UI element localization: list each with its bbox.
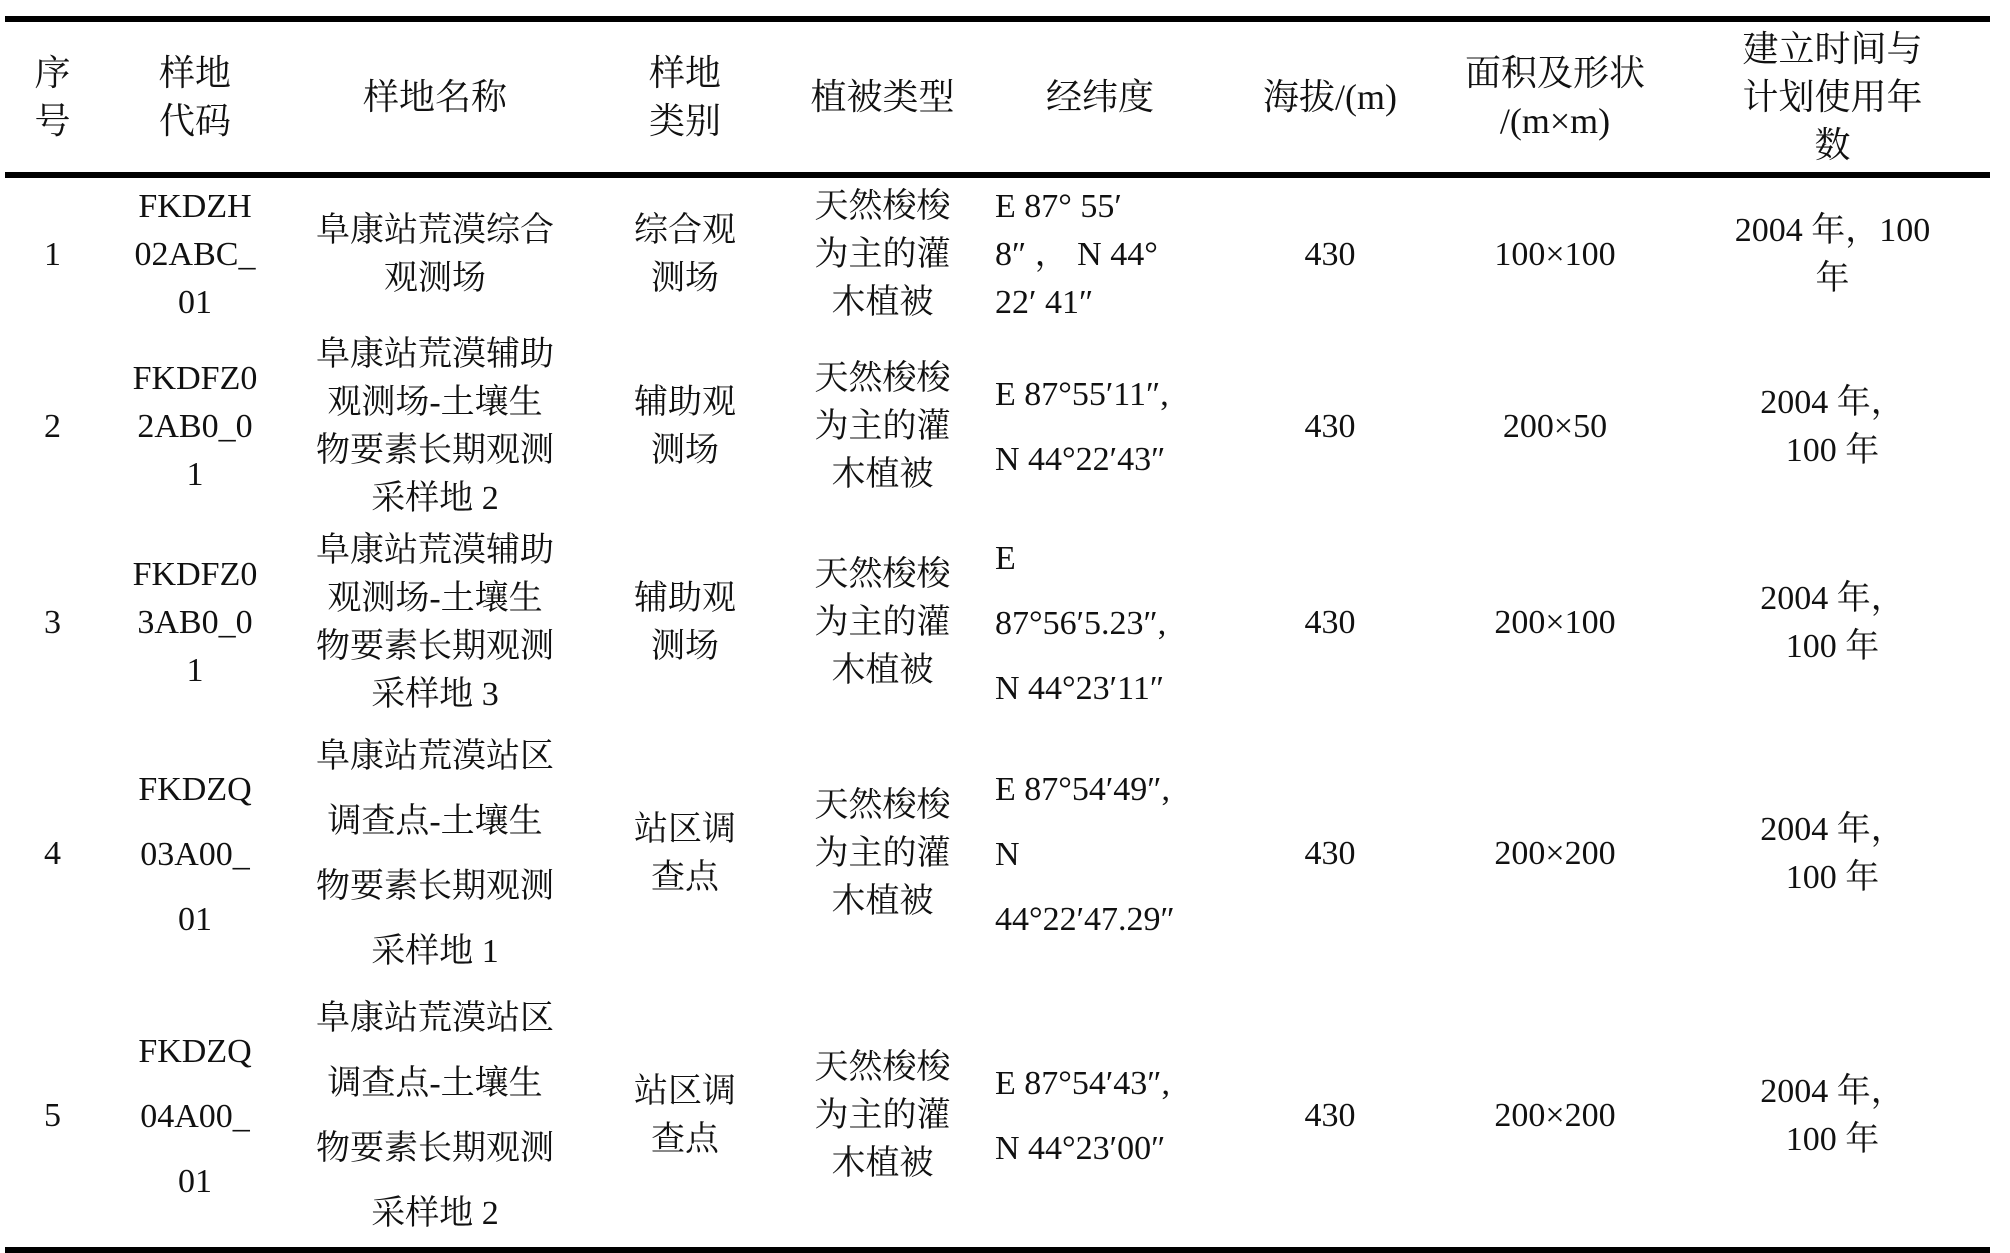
header-site-code: 样地 代码	[158, 53, 231, 141]
cell-index: 2	[44, 408, 61, 445]
cell-coordinates: E 87°54′43″, N 44°23′00″	[995, 1065, 1170, 1167]
cell-index: 4	[44, 835, 61, 872]
cell-altitude: 430	[1304, 235, 1356, 273]
cell-coordinates: E 87°55′11″, N 44°22′43″	[995, 376, 1169, 478]
table-row	[5, 331, 1990, 523]
cell-area-shape: 200×50	[1502, 408, 1608, 445]
header-site-category: 样地 类别	[648, 53, 721, 141]
cell-site-name: 阜康站荒漠辅助 观测场-土壤生 物要素长期观测 采样地 2	[316, 336, 554, 517]
header-area-shape: 面积及形状 /(m×m)	[1464, 53, 1645, 141]
cell-altitude: 430	[1304, 408, 1356, 445]
cell-altitude: 430	[1304, 604, 1356, 641]
cell-site-code: FKDZQ 04A00_ 01	[138, 1032, 252, 1200]
cell-site-name: 阜康站荒漠综合 观测场	[316, 211, 554, 297]
table-row	[5, 523, 1990, 723]
header-coordinates: 经纬度	[1045, 77, 1154, 117]
cell-site-code: FKDFZ0 3AB0_0 1	[132, 556, 258, 689]
cell-site-category: 辅助观 测场	[634, 580, 736, 665]
header-site-name: 样地名称	[362, 77, 507, 117]
header-vegetation-type: 植被类型	[810, 77, 955, 117]
header-established-years: 建立时间与 计划使用年 数	[1742, 29, 1923, 165]
cell-index: 5	[44, 1097, 61, 1134]
cell-site-name: 阜康站荒漠辅助 观测场-土壤生 物要素长期观测 采样地 3	[316, 532, 554, 713]
cell-established-years: 2004 年， 100 年	[1760, 384, 1905, 469]
cell-established-years: 2004 年， 100 年	[1760, 1073, 1905, 1158]
cell-altitude: 430	[1304, 835, 1356, 872]
cell-site-name: 阜康站荒漠站区 调查点-土壤生 物要素长期观测 采样地 1	[316, 738, 554, 970]
cell-vegetation-type: 天然梭梭 为主的灌 木植被	[814, 360, 951, 493]
cell-established-years: 2004 年， 100 年	[1760, 580, 1905, 665]
cell-site-code: FKDZQ 03A00_ 01	[138, 770, 252, 938]
site-table	[5, 16, 1990, 1253]
cell-site-category: 站区调 查点	[634, 1073, 736, 1158]
cell-index: 1	[44, 235, 61, 273]
cell-site-code: FKDFZ0 2AB0_0 1	[132, 360, 258, 493]
cell-vegetation-type: 天然梭梭 为主的灌 木植被	[814, 787, 951, 920]
header-altitude: 海拔/(m)	[1263, 77, 1397, 117]
cell-index: 3	[44, 604, 61, 641]
cell-area-shape: 200×200	[1494, 835, 1616, 872]
cell-vegetation-type: 天然梭梭 为主的灌 木植被	[814, 187, 951, 321]
cell-established-years: 2004 年，100 年	[1734, 211, 1931, 297]
cell-vegetation-type: 天然梭梭 为主的灌 木植被	[814, 1049, 951, 1182]
cell-site-category: 综合观 测场	[634, 211, 736, 297]
header-index: 序 号	[34, 53, 71, 141]
cell-established-years: 2004 年， 100 年	[1760, 811, 1905, 896]
cell-coordinates: E 87° 55′ 8″ ， N 44° 22′ 41″	[995, 187, 1158, 321]
table-header-row	[5, 22, 1990, 178]
cell-area-shape: 100×100	[1494, 235, 1616, 273]
cell-area-shape: 200×200	[1494, 1097, 1616, 1134]
table-row	[5, 985, 1990, 1247]
cell-vegetation-type: 天然梭梭 为主的灌 木植被	[814, 556, 951, 689]
cell-site-category: 辅助观 测场	[634, 384, 736, 469]
cell-site-name: 阜康站荒漠站区 调查点-土壤生 物要素长期观测 采样地 2	[316, 1000, 554, 1232]
cell-site-code: FKDZH 02ABC_ 01	[134, 187, 256, 321]
table-row	[5, 723, 1990, 985]
cell-altitude: 430	[1304, 1097, 1356, 1134]
table-row	[5, 178, 1990, 331]
cell-area-shape: 200×100	[1494, 604, 1616, 641]
cell-coordinates: E 87°54′49″, N 44°22′47.29″	[995, 770, 1175, 938]
cell-coordinates: E 87°56′5.23″, N 44°23′11″	[995, 539, 1167, 707]
cell-site-category: 站区调 查点	[634, 811, 736, 896]
